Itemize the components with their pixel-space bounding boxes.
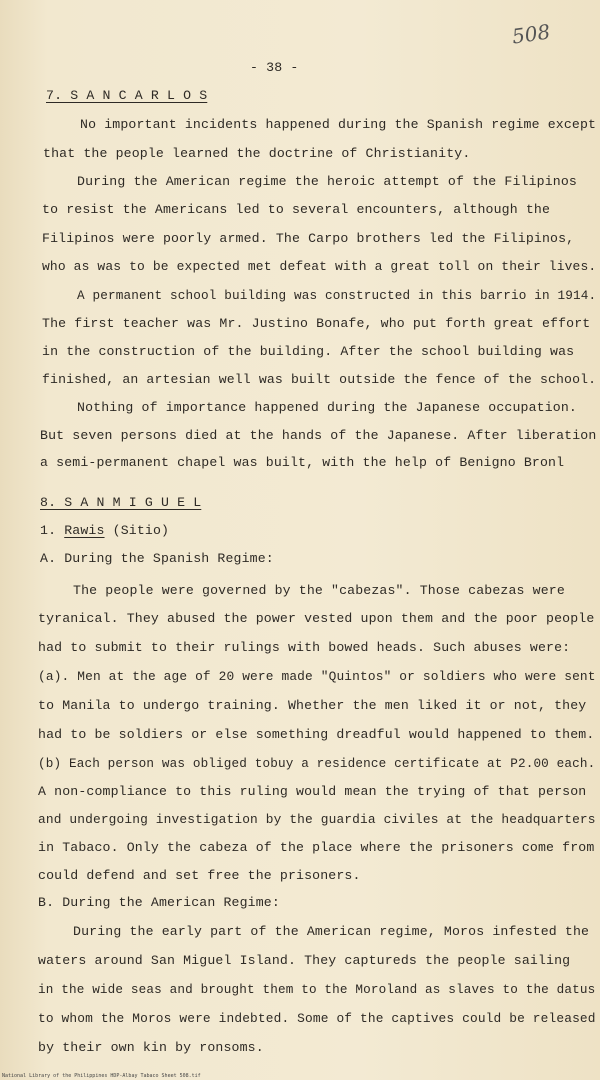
paragraph-line: to resist the Americans led to several encounters, although the bbox=[42, 202, 551, 217]
paragraph-line: finished, an artesian well was built outside the fence of the school. bbox=[42, 372, 597, 387]
section-heading-san-carlos: 7. S A N C A R L O S bbox=[46, 88, 208, 103]
paragraph-line: to whom the Moros were indebted. Some of the captives could be released bbox=[38, 1011, 596, 1026]
subheading-american-regime: B. During the American Regime: bbox=[38, 895, 280, 910]
paragraph-line: in Tabaco. Only the cabeza of the place where the prisoners come from bbox=[38, 840, 595, 855]
subsection-qualifier: (Sitio) bbox=[112, 523, 170, 538]
paragraph-line: in the wide seas and brought them to the Moroland as slaves to the datus bbox=[38, 982, 596, 997]
paragraph-line: could defend and set free the prisoners. bbox=[38, 868, 361, 883]
paragraph-line: had to submit to their rulings with bowed heads. Such abuses were: bbox=[38, 640, 571, 655]
paragraph-line: Nothing of importance happened during the Japanese occupation. bbox=[77, 400, 577, 415]
subheading-spanish-regime: A. During the Spanish Regime: bbox=[40, 551, 274, 566]
paragraph-line: Filipinos were poorly armed. The Carpo brothers led the Filipinos, bbox=[42, 231, 575, 246]
paragraph-line: to Manila to undergo training. Whether the men liked it or not, they bbox=[38, 698, 587, 713]
paragraph-line: and undergoing investigation by the guardia civiles at the headquarters bbox=[38, 812, 596, 827]
page-number: - 38 - bbox=[250, 60, 299, 75]
paragraph-line: (a). Men at the age of 20 were made "Quintos" or soldiers who were sent bbox=[38, 669, 596, 684]
paragraph-line: But seven persons died at the hands of the Japanese. After liberation bbox=[40, 428, 597, 443]
paragraph-line: The first teacher was Mr. Justino Bonafe, who put forth great effort bbox=[42, 316, 591, 331]
paragraph-line: had to be soldiers or else something dreadful would happened to them. bbox=[38, 727, 595, 742]
paragraph-line: No important incidents happened during the Spanish regime except bbox=[80, 117, 597, 132]
subsection-name: Rawis bbox=[64, 523, 105, 538]
paragraph-line: The people were governed by the "cabezas". Those cabezas were bbox=[73, 583, 565, 598]
paragraph-line: waters around San Miguel Island. They captureds the people sailing bbox=[38, 953, 571, 968]
paragraph-line: A permanent school building was constructed in this barrio in 1914. bbox=[77, 288, 597, 303]
paragraph-line: tyranical. They abused the power vested upon them and the poor people bbox=[38, 611, 595, 626]
paragraph-line: a semi-permanent chapel was built, with the help of Benigno Bronl bbox=[40, 455, 565, 470]
section-heading-san-miguel: 8. S A N M I G U E L bbox=[40, 495, 202, 510]
subsection-number: 1. bbox=[40, 523, 57, 538]
paragraph-line: During the early part of the American regime, Moros infested the bbox=[73, 924, 590, 939]
paragraph-line: A non-compliance to this ruling would mean the trying of that person bbox=[38, 784, 587, 799]
paragraph-line: in the construction of the building. After the school building was bbox=[42, 344, 575, 359]
handwritten-page-number: 508 bbox=[510, 19, 552, 49]
scan-footer: National Library of the Philippines HDP-Albay Tabaco Sheet 508.tif bbox=[2, 1073, 201, 1079]
paragraph-line: who as was to be expected met defeat with a great toll on their lives. bbox=[42, 259, 597, 274]
paragraph-line: During the American regime the heroic attempt of the Filipinos bbox=[77, 174, 577, 189]
subsection-rawis bbox=[40, 523, 169, 539]
paragraph-line: (b) Each person was obliged tobuy a residence certificate at P2.00 each. bbox=[38, 756, 596, 771]
paragraph-line: that the people learned the doctrine of Christianity. bbox=[43, 146, 471, 161]
paragraph-line: by their own kin by ronsoms. bbox=[38, 1040, 264, 1055]
